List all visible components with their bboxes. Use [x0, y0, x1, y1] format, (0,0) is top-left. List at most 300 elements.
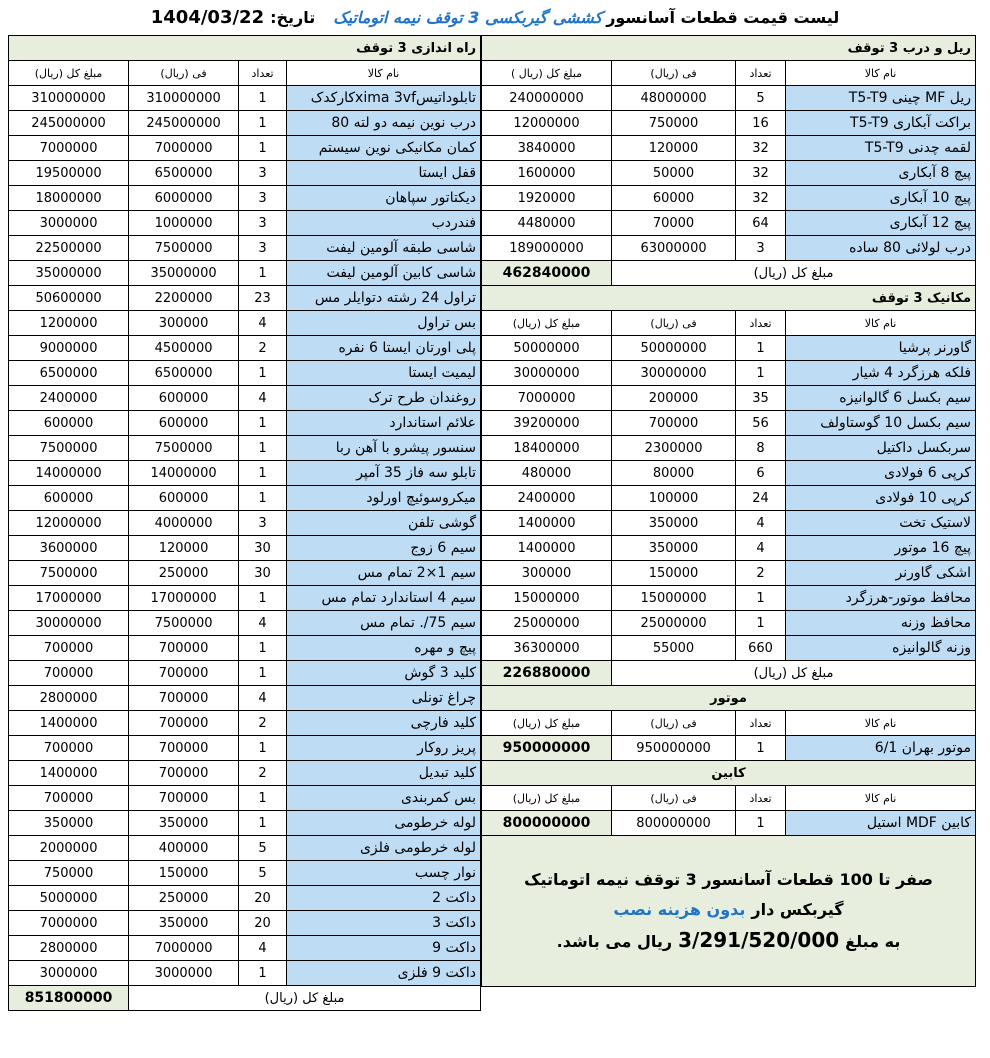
col-total-header: مبلغ کل (ریال) [482, 711, 612, 736]
item-unit-price: 700000 [129, 736, 239, 761]
table-row [9, 686, 481, 711]
item-total: 12000000 [9, 511, 129, 536]
item-unit-price: 7500000 [129, 611, 239, 636]
item-name: کلید فارچی [287, 711, 481, 736]
item-name: کرپی 10 فولادی [786, 486, 976, 511]
item-unit-price: 17000000 [129, 586, 239, 611]
item-name: سیم بکسل 6 گالوانیزه [786, 386, 976, 411]
item-total: 39200000 [482, 411, 612, 436]
item-total: 2800000 [9, 936, 129, 961]
item-name: پیچ 16 موتور [786, 536, 976, 561]
item-qty: 1 [736, 811, 786, 836]
item-qty: 30 [239, 536, 287, 561]
item-qty: 32 [736, 186, 786, 211]
section-motor [482, 686, 976, 711]
item-unit-price: 1000000 [129, 211, 239, 236]
table-row [9, 436, 481, 461]
item-total: 2000000 [9, 836, 129, 861]
table-row [482, 561, 976, 586]
item-total: 1200000 [9, 311, 129, 336]
col-qty-header: تعداد [736, 311, 786, 336]
date-label: تاریخ: [270, 7, 316, 27]
table-row [9, 911, 481, 936]
note-line-1: صفر تا 100 قطعات آسانسور 3 توقف نیمه اتوماتیک [524, 870, 933, 889]
table-row [9, 386, 481, 411]
item-unit-price: 600000 [129, 486, 239, 511]
table-row [9, 961, 481, 986]
item-qty: 8 [736, 436, 786, 461]
item-qty: 1 [239, 411, 287, 436]
item-total: 1920000 [482, 186, 612, 211]
item-unit-price: 400000 [129, 836, 239, 861]
item-total: 35000000 [9, 261, 129, 286]
item-total: 6500000 [9, 361, 129, 386]
table-row [9, 111, 481, 136]
table-row [482, 586, 976, 611]
item-name: پلی اورتان ایستا 6 نفره [287, 336, 481, 361]
item-total: 18400000 [482, 436, 612, 461]
item-unit-price: 700000 [129, 661, 239, 686]
item-name: لقمه چدنی T5-T9 [786, 136, 976, 161]
item-total: 22500000 [9, 236, 129, 261]
table-row [482, 186, 976, 211]
item-total: 30000000 [482, 361, 612, 386]
item-unit-price: 80000 [612, 461, 736, 486]
table-row [9, 86, 481, 111]
item-name: شاسی طبقه آلومین لیفت [287, 236, 481, 261]
column-header-row [482, 61, 976, 86]
item-qty: 1 [239, 586, 287, 611]
item-qty: 4 [239, 936, 287, 961]
table-row [482, 111, 976, 136]
item-name: درب نوین نیمه دو لته 80 [287, 111, 481, 136]
col-qty-header: تعداد [736, 711, 786, 736]
table-row [9, 411, 481, 436]
item-total: 245000000 [9, 111, 129, 136]
item-unit-price: 700000 [129, 636, 239, 661]
item-total: 3600000 [9, 536, 129, 561]
item-qty: 1 [239, 786, 287, 811]
item-unit-price: 600000 [129, 386, 239, 411]
section-mechanic-title: مکانیک 3 توقف [482, 286, 976, 311]
item-unit-price: 55000 [612, 636, 736, 661]
table-row [9, 211, 481, 236]
item-unit-price: 700000 [129, 761, 239, 786]
item-qty: 35 [736, 386, 786, 411]
item-total: 350000 [9, 811, 129, 836]
item-qty: 1 [239, 261, 287, 286]
item-unit-price: 30000000 [612, 361, 736, 386]
item-total: 17000000 [9, 586, 129, 611]
item-unit-price: 48000000 [612, 86, 736, 111]
total-value: 226880000 [482, 661, 612, 686]
item-name: سیم بکسل 10 گوستاولف [786, 411, 976, 436]
table-row [9, 786, 481, 811]
item-total: 950000000 [482, 736, 612, 761]
table-row [482, 86, 976, 111]
table-row [9, 636, 481, 661]
col-qty-header: تعداد [239, 61, 287, 86]
item-name: وزنه گالوانیزه [786, 636, 976, 661]
table-row [9, 536, 481, 561]
item-qty: 1 [239, 361, 287, 386]
table-row [482, 411, 976, 436]
item-total: 2400000 [9, 386, 129, 411]
item-name: چراغ تونلی [287, 686, 481, 711]
item-qty: 4 [239, 686, 287, 711]
item-qty: 2 [239, 711, 287, 736]
item-unit-price: 7000000 [129, 936, 239, 961]
item-unit-price: 700000 [129, 786, 239, 811]
item-name: روغندان طرح ترک [287, 386, 481, 411]
item-qty: 1 [239, 461, 287, 486]
table-row [482, 511, 976, 536]
item-qty: 4 [736, 536, 786, 561]
item-name: کلید تبدیل [287, 761, 481, 786]
item-qty: 2 [239, 336, 287, 361]
col-unit-header: فی (ریال) [129, 61, 239, 86]
item-total: 4480000 [482, 211, 612, 236]
item-qty: 1 [239, 811, 287, 836]
column-header-row [9, 61, 481, 86]
item-unit-price: 950000000 [612, 736, 736, 761]
item-total: 189000000 [482, 236, 612, 261]
item-unit-price: 350000 [129, 811, 239, 836]
item-unit-price: 4500000 [129, 336, 239, 361]
section-cabin [482, 761, 976, 786]
total-row [482, 661, 976, 686]
item-name: پیچ و مهره [287, 636, 481, 661]
col-name-header: نام کالا [786, 711, 976, 736]
table-row [9, 161, 481, 186]
item-unit-price: 800000000 [612, 811, 736, 836]
item-total: 36300000 [482, 636, 612, 661]
item-unit-price: 700000 [612, 411, 736, 436]
item-name: سیم 4 استاندارد تمام مس [287, 586, 481, 611]
item-unit-price: 350000 [129, 911, 239, 936]
item-total: 7500000 [9, 436, 129, 461]
item-total: 1400000 [9, 761, 129, 786]
item-name: قفل ایستا [287, 161, 481, 186]
table-row [482, 611, 976, 636]
item-qty: 20 [239, 911, 287, 936]
item-total: 700000 [9, 786, 129, 811]
item-qty: 5 [239, 836, 287, 861]
item-qty: 5 [736, 86, 786, 111]
item-unit-price: 350000 [612, 536, 736, 561]
table-row [9, 511, 481, 536]
col-total-header: مبلغ کل (ریال) [9, 61, 129, 86]
total-row [482, 261, 976, 286]
item-qty: 2 [736, 561, 786, 586]
item-unit-price: 50000 [612, 161, 736, 186]
section-cabin-title: کابین [482, 761, 976, 786]
col-total-header: مبلغ کل (ریال) [482, 311, 612, 336]
col-unit-header: فی (ریال) [612, 61, 736, 86]
table-row [482, 236, 976, 261]
item-total: 600000 [9, 411, 129, 436]
section-installation-title: راه اندازی 3 توقف [9, 36, 481, 61]
col-unit-header: فی (ریال) [612, 711, 736, 736]
item-total: 480000 [482, 461, 612, 486]
item-total: 12000000 [482, 111, 612, 136]
item-unit-price: 60000 [612, 186, 736, 211]
item-name: شاسی کابین آلومین لیفت [287, 261, 481, 286]
table-row [9, 486, 481, 511]
total-value: 462840000 [482, 261, 612, 286]
item-total: 700000 [9, 661, 129, 686]
item-name: بس تراول [287, 311, 481, 336]
total-label: مبلغ کل (ریال) [612, 661, 976, 686]
item-total: 1400000 [482, 511, 612, 536]
item-unit-price: 700000 [129, 711, 239, 736]
item-unit-price: 3000000 [129, 961, 239, 986]
item-unit-price: 100000 [612, 486, 736, 511]
item-total: 800000000 [482, 811, 612, 836]
column-header-row [482, 786, 976, 811]
table-row [482, 211, 976, 236]
item-name: موتور بهران 6/1 [786, 736, 976, 761]
table-row [9, 461, 481, 486]
col-unit-header: فی (ریال) [612, 311, 736, 336]
item-name: میکروسوئیچ اورلود [287, 486, 481, 511]
item-name: کلید 3 گوش [287, 661, 481, 686]
table-row [9, 586, 481, 611]
table-row [9, 836, 481, 861]
note-amount-suffix: ریال می باشد. [556, 932, 673, 951]
item-name: لوله خرطومی [287, 811, 481, 836]
item-qty: 3 [736, 236, 786, 261]
rail-mech-table [481, 35, 976, 987]
item-qty: 1 [239, 636, 287, 661]
item-name: پیچ 8 آبکاری [786, 161, 976, 186]
table-row [9, 561, 481, 586]
table-row [9, 311, 481, 336]
note-row [482, 836, 976, 987]
note-no-install-fee: بدون هزینه نصب [613, 900, 746, 919]
item-name: پیچ 12 آبکاری [786, 211, 976, 236]
table-row [9, 236, 481, 261]
item-name: تراول 24 رشته دتوایلر مس [287, 286, 481, 311]
item-total: 5000000 [9, 886, 129, 911]
item-qty: 1 [736, 361, 786, 386]
item-total: 2400000 [482, 486, 612, 511]
item-total: 15000000 [482, 586, 612, 611]
table-row [482, 161, 976, 186]
col-total-header: مبلغ کل (ریال) [482, 786, 612, 811]
right-panel [481, 35, 975, 987]
item-total: 300000 [482, 561, 612, 586]
item-qty: 1 [239, 86, 287, 111]
item-name: داکت 2 [287, 886, 481, 911]
item-unit-price: 300000 [129, 311, 239, 336]
item-total: 700000 [9, 636, 129, 661]
item-qty: 3 [239, 161, 287, 186]
table-row [482, 536, 976, 561]
item-total: 1400000 [9, 711, 129, 736]
item-name: لاستیک تخت [786, 511, 976, 536]
item-qty: 1 [239, 661, 287, 686]
item-total: 14000000 [9, 461, 129, 486]
item-unit-price: 700000 [129, 686, 239, 711]
item-name: محافظ موتور-هرزگرد [786, 586, 976, 611]
section-rail-title: ریل و درب 3 توقف [482, 36, 976, 61]
item-qty: 16 [736, 111, 786, 136]
item-name: فندردب [287, 211, 481, 236]
item-name: سیم 6 زوج [287, 536, 481, 561]
table-row [482, 361, 976, 386]
item-unit-price: 120000 [129, 536, 239, 561]
item-qty: 3 [239, 236, 287, 261]
item-qty: 1 [736, 611, 786, 636]
item-total: 3840000 [482, 136, 612, 161]
item-qty: 4 [239, 311, 287, 336]
item-name: محافظ وزنه [786, 611, 976, 636]
col-qty-header: تعداد [736, 61, 786, 86]
item-qty: 1 [239, 111, 287, 136]
item-unit-price: 120000 [612, 136, 736, 161]
item-qty: 660 [736, 636, 786, 661]
table-row [9, 761, 481, 786]
table-row [9, 886, 481, 911]
column-header-row [482, 711, 976, 736]
item-total: 3000000 [9, 211, 129, 236]
item-total: 9000000 [9, 336, 129, 361]
total-label: مبلغ کل (ریال) [129, 986, 481, 1011]
installation-table [8, 35, 481, 1011]
item-qty: 1 [239, 736, 287, 761]
item-name: سربکسل داکتیل [786, 436, 976, 461]
section-mechanic [482, 286, 976, 311]
section-rail [482, 36, 976, 61]
total-label: مبلغ کل (ریال) [612, 261, 976, 286]
item-unit-price: 750000 [612, 111, 736, 136]
item-name: کرپی 6 فولادی [786, 461, 976, 486]
table-row [9, 336, 481, 361]
table-row [9, 736, 481, 761]
item-name: پیچ 10 آبکاری [786, 186, 976, 211]
item-name: تابلوداتیسxima 3vfکارکدک [287, 86, 481, 111]
item-unit-price: 63000000 [612, 236, 736, 261]
item-qty: 20 [239, 886, 287, 911]
table-row [9, 936, 481, 961]
item-name: درب لولائی 80 ساده [786, 236, 976, 261]
item-unit-price: 250000 [129, 886, 239, 911]
item-name: گوشی تلفن [287, 511, 481, 536]
col-unit-header: فی (ریال) [612, 786, 736, 811]
item-qty: 1 [239, 436, 287, 461]
item-qty: 23 [239, 286, 287, 311]
page-header [0, 0, 990, 34]
item-name: اشکی گاورنر [786, 561, 976, 586]
table-row [482, 486, 976, 511]
item-name: دیکتاتور سپاهان [287, 186, 481, 211]
item-name: کمان مکانیکی نوین سیستم [287, 136, 481, 161]
item-unit-price: 310000000 [129, 86, 239, 111]
item-qty: 24 [736, 486, 786, 511]
section-motor-title: موتور [482, 686, 976, 711]
table-row [9, 661, 481, 686]
item-total: 1400000 [482, 536, 612, 561]
item-qty: 1 [239, 961, 287, 986]
item-total: 1600000 [482, 161, 612, 186]
total-value: 851800000 [9, 986, 129, 1011]
item-unit-price: 2200000 [129, 286, 239, 311]
date-value: 1404/03/22 [150, 6, 265, 28]
item-unit-price: 250000 [129, 561, 239, 586]
item-unit-price: 6500000 [129, 161, 239, 186]
item-unit-price: 15000000 [612, 586, 736, 611]
col-name-header: نام کالا [287, 61, 481, 86]
item-name: داکت 9 [287, 936, 481, 961]
item-qty: 1 [736, 586, 786, 611]
col-name-header: نام کالا [786, 311, 976, 336]
item-qty: 3 [239, 211, 287, 236]
item-name: داکت 9 فلزی [287, 961, 481, 986]
note-amount-label: به مبلغ [845, 932, 901, 951]
item-qty: 56 [736, 411, 786, 436]
title-prefix: لیست قیمت قطعات آسانسور [606, 7, 840, 27]
item-total: 25000000 [482, 611, 612, 636]
item-unit-price: 6500000 [129, 361, 239, 386]
table-row [9, 861, 481, 886]
item-unit-price: 25000000 [612, 611, 736, 636]
item-unit-price: 200000 [612, 386, 736, 411]
table-row [9, 361, 481, 386]
item-unit-price: 7500000 [129, 436, 239, 461]
section-installation [9, 36, 481, 61]
item-qty: 3 [239, 186, 287, 211]
item-name: ریل MF چینی T5-T9 [786, 86, 976, 111]
table-row [482, 136, 976, 161]
title-highlight: کششی گیربکسی 3 توقف نیمه اتوماتیک [333, 7, 603, 27]
table-row [9, 186, 481, 211]
item-qty: 1 [239, 486, 287, 511]
item-unit-price: 4000000 [129, 511, 239, 536]
item-total: 18000000 [9, 186, 129, 211]
column-header-row [482, 311, 976, 336]
item-total: 3000000 [9, 961, 129, 986]
item-name: گاورنر پرشیا [786, 336, 976, 361]
item-qty: 1 [736, 736, 786, 761]
left-panel-installation [8, 35, 480, 1011]
total-row [9, 986, 481, 1011]
item-total: 750000 [9, 861, 129, 886]
table-row [482, 336, 976, 361]
col-total-header: مبلغ کل (ریال ) [482, 61, 612, 86]
item-name: فلکه هرزگرد 4 شیار [786, 361, 976, 386]
table-row [482, 636, 976, 661]
table-row [9, 286, 481, 311]
item-total: 7000000 [9, 911, 129, 936]
table-row [9, 136, 481, 161]
item-total: 19500000 [9, 161, 129, 186]
col-qty-header: تعداد [736, 786, 786, 811]
item-total: 700000 [9, 736, 129, 761]
item-unit-price: 35000000 [129, 261, 239, 286]
item-unit-price: 6000000 [129, 186, 239, 211]
item-total: 7000000 [9, 136, 129, 161]
item-unit-price: 7500000 [129, 236, 239, 261]
col-name-header: نام کالا [786, 786, 976, 811]
table-row [9, 611, 481, 636]
item-total: 30000000 [9, 611, 129, 636]
item-name: علائم استاندارد [287, 411, 481, 436]
item-qty: 30 [239, 561, 287, 586]
item-qty: 4 [239, 611, 287, 636]
item-total: 50000000 [482, 336, 612, 361]
note-line-3 [486, 925, 971, 957]
